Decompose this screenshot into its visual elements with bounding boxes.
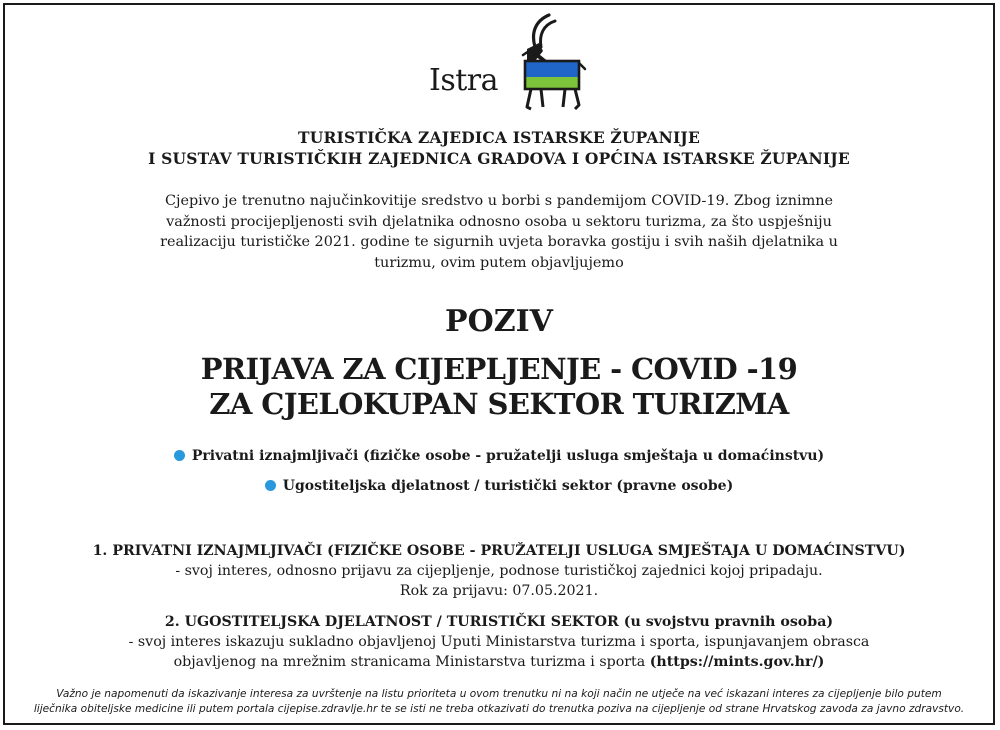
goat-logo-icon bbox=[513, 13, 593, 121]
bullet-text: Ugostiteljska djelatnost / turistički sektor (pravne osobe) bbox=[282, 478, 734, 494]
section-2-text: objavljenog na mrežnim stranicama Ministarstva turizma i sporta bbox=[173, 654, 650, 670]
section-2-heading: 2. UGOSTITELJSKA DJELATNOST / TURISTIČKI SEKTOR (u svojstvu pravnih osoba) bbox=[164, 614, 834, 630]
bullet-item bbox=[5, 476, 993, 496]
headline-line-2: ZA CJELOKUPAN SEKTOR TURIZMA bbox=[209, 387, 789, 421]
logo-text: Istra bbox=[429, 63, 499, 98]
section-1-heading: 1. PRIVATNI IZNAJMLJIVAČI (FIZIČKE OSOBE - PRUŽATELJI USLUGA SMJEŠTAJA U DOMAĆINSTVU) bbox=[92, 543, 906, 559]
intro-line: turizmu, ovim putem objavljujemo bbox=[374, 254, 624, 271]
intro-line: Cjepivo je trenutno najučinkovitije sredstvo u borbi s pandemijom COVID-19. Zbog iznimne bbox=[164, 193, 834, 209]
org-line-2: I SUSTAV TURISTIČKIH ZAJEDNICA GRADOVA I OPĆINA ISTARSKE ŽUPANIJE bbox=[148, 149, 850, 168]
bullet-dot-icon bbox=[265, 480, 276, 491]
intro-line: važnosti procijepljenosti svih djelatnika odnosno osoba u sektoru turizma, za što uspješniju bbox=[166, 213, 832, 230]
section-1-deadline: Rok za prijavu: 07.05.2021. bbox=[399, 583, 599, 599]
poziv-title: POZIV bbox=[445, 304, 553, 339]
section-2-line bbox=[5, 652, 993, 672]
section-1-line: - svoj interes, odnosno prijavu za cijepljenje, podnose turističkoj zajednici kojoj pripadaju. bbox=[175, 563, 823, 579]
main-headline bbox=[5, 352, 993, 422]
advertisement-frame bbox=[3, 3, 995, 725]
footnote-line: liječnika obiteljske medicine ili putem portala cijepise.zdravlje.hr te se isti ne treba otkazivati do trenutka poziva na cijepljenje od strane Hrvatskog zavoda za javno zdravstvo. bbox=[33, 703, 965, 715]
mints-link[interactable]: (https://mints.gov.hr/) bbox=[649, 654, 825, 670]
bullet-item bbox=[5, 446, 993, 466]
intro-paragraph bbox=[5, 191, 993, 273]
intro-line: realizaciju turističke 2021. godine te sigurnih uvjeta boravka gostiju i svih naših djelatnika u bbox=[160, 234, 838, 250]
bullet-dot-icon bbox=[174, 450, 185, 461]
bullet-text: Privatni iznajmljivači (fizičke osobe - pružatelji usluga smještaja u domaćinstvu) bbox=[191, 448, 825, 464]
footnote bbox=[5, 687, 993, 717]
organization-heading bbox=[5, 127, 993, 169]
section-hospitality bbox=[5, 612, 993, 672]
org-line-1: TURISTIČKA ZAJEDICA ISTARSKE ŽUPANIJE bbox=[298, 128, 700, 147]
footnote-line: Važno je napomenuti da iskazivanje interesa za uvrštenje na listu prioriteta u ovom trenutku ni na koji način ne utječe na već iskazani interes za cijepljenje bilo putem bbox=[56, 688, 942, 700]
section-private-renters bbox=[5, 541, 993, 601]
section-2-line: - svoj interes iskazuju sukladno objavljenoj Uputi Ministarstva turizma i sporta, ispunjavanjem obrasca bbox=[128, 634, 870, 650]
istra-logo bbox=[425, 13, 595, 123]
headline-line-1: PRIJAVA ZA CIJEPLJENJE - COVID -19 bbox=[200, 352, 798, 386]
